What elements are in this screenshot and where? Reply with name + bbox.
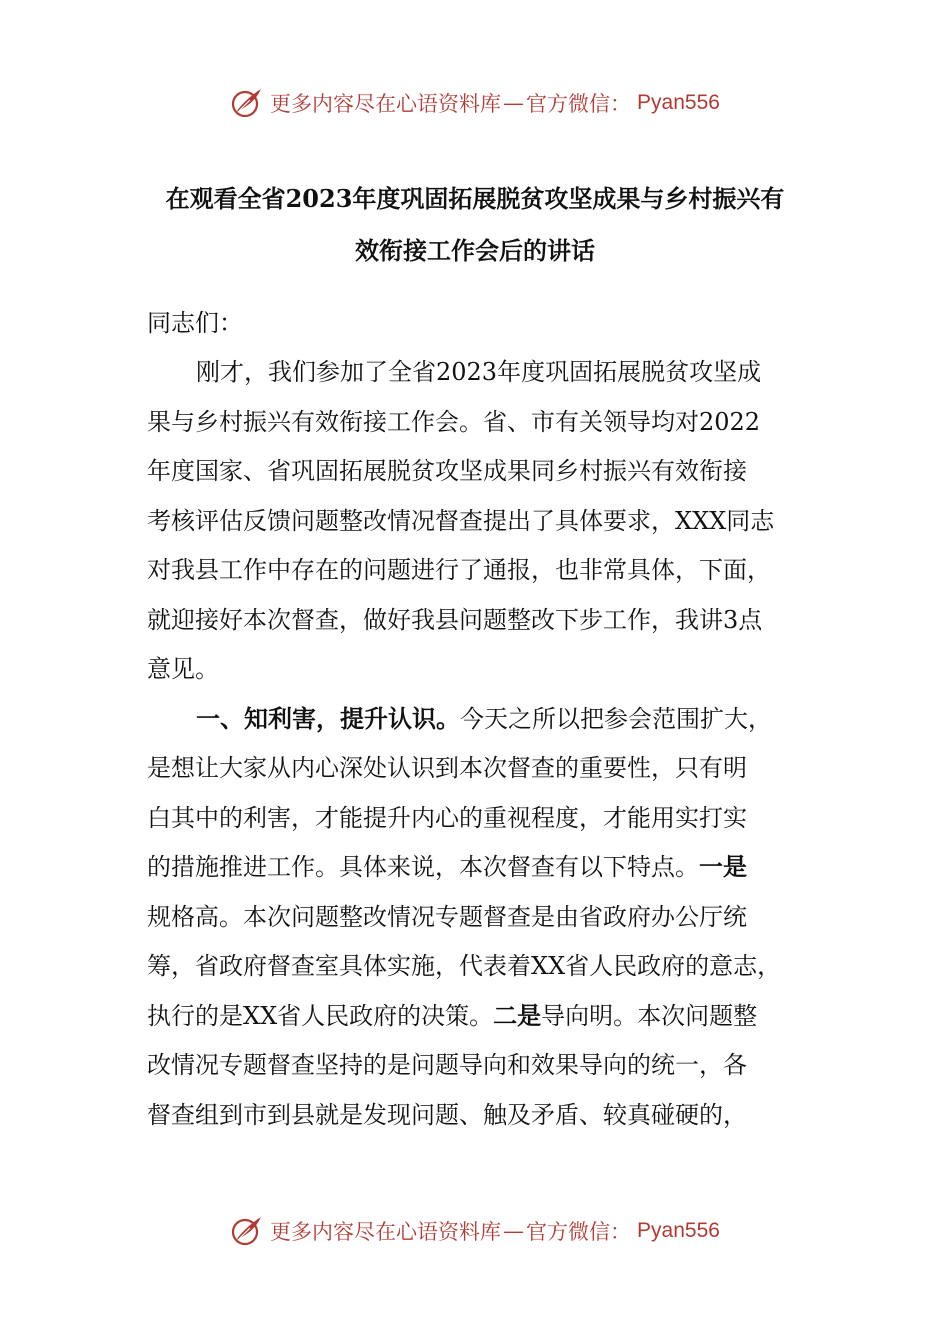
title-line-1: 在观看全省2023年度巩固拓展脱贫攻坚成果与乡村振兴有 xyxy=(165,184,785,213)
section-1-text: 执行的是XX省人民政府的决策。 xyxy=(147,1002,494,1030)
section-1-text: 今天之所以把参会范围扩大， xyxy=(460,705,772,733)
banner-main-text: 更多内容尽在心语资料库 xyxy=(270,92,502,116)
point-one-marker: 一是 xyxy=(699,852,747,881)
section-1-text: 导向明。本次问题整 xyxy=(541,1002,758,1030)
section-1-line: 督查组到市到县就是发现问题、触及矛盾、较真碰硬的， xyxy=(147,1101,747,1129)
paragraph-1-line: 考核评估反馈问题整改情况督查提出了具体要求，XXX同志 xyxy=(147,507,775,535)
salutation: 同志们： xyxy=(147,309,243,337)
section-1-line: 规格高。本次问题整改情况专题督查是由省政府办公厅统 xyxy=(147,903,747,931)
point-two-marker: 二是 xyxy=(493,1001,542,1030)
paragraph-1-line: 刚才，我们参加了全省2023年度巩固拓展脱贫攻坚成 xyxy=(196,358,762,386)
section-1-line: 筹，省政府督查室具体实施，代表着XX省人民政府的意志， xyxy=(147,952,782,980)
paragraph-1-line: 就迎接好本次督查，做好我县问题整改下步工作，我讲3点 xyxy=(147,606,763,634)
section-1-line: 白其中的利害，才能提升内心的重视程度，才能用实打实 xyxy=(147,804,747,832)
paragraph-1-line: 年度国家、省巩固拓展脱贫攻坚成果同乡村振兴有效衔接 xyxy=(147,457,747,485)
banner-wechat-id: Pyan556 xyxy=(637,1219,720,1242)
banner-dash: — xyxy=(503,91,525,115)
paragraph-1-line: 意见。 xyxy=(147,655,219,683)
banner-official-label: 官方微信： xyxy=(526,1220,632,1244)
footer-watermark-banner xyxy=(0,1211,950,1251)
document-title xyxy=(120,173,830,277)
section-1-heading: 一、知利害，提升认识。 xyxy=(196,704,460,733)
section-1-text: 的措施推进工作。具体来说，本次督查有以下特点。 xyxy=(147,853,699,881)
quill-pen-logo-icon xyxy=(230,86,264,120)
banner-wechat-id: Pyan556 xyxy=(637,91,720,114)
quill-pen-logo-icon xyxy=(230,1214,264,1248)
banner-main-text: 更多内容尽在心语资料库 xyxy=(270,1220,502,1244)
banner-dash: — xyxy=(503,1219,525,1243)
section-1-line: 是想让大家从内心深处认识到本次督查的重要性，只有明 xyxy=(147,754,747,782)
banner-official-label: 官方微信： xyxy=(526,92,632,116)
section-1-line: 改情况专题督查坚持的是问题导向和效果导向的统一，各 xyxy=(147,1051,747,1079)
title-line-2: 效衔接工作会后的讲话 xyxy=(355,236,595,265)
section-1-line xyxy=(147,1001,807,1031)
section-1-line xyxy=(147,852,807,882)
paragraph-1-line: 对我县工作中存在的问题进行了通报，也非常具体，下面， xyxy=(147,556,771,584)
section-1-line xyxy=(196,704,807,734)
paragraph-1-line: 果与乡村振兴有效衔接工作会。省、市有关领导均对2022 xyxy=(147,408,761,436)
header-watermark-banner xyxy=(0,83,950,123)
